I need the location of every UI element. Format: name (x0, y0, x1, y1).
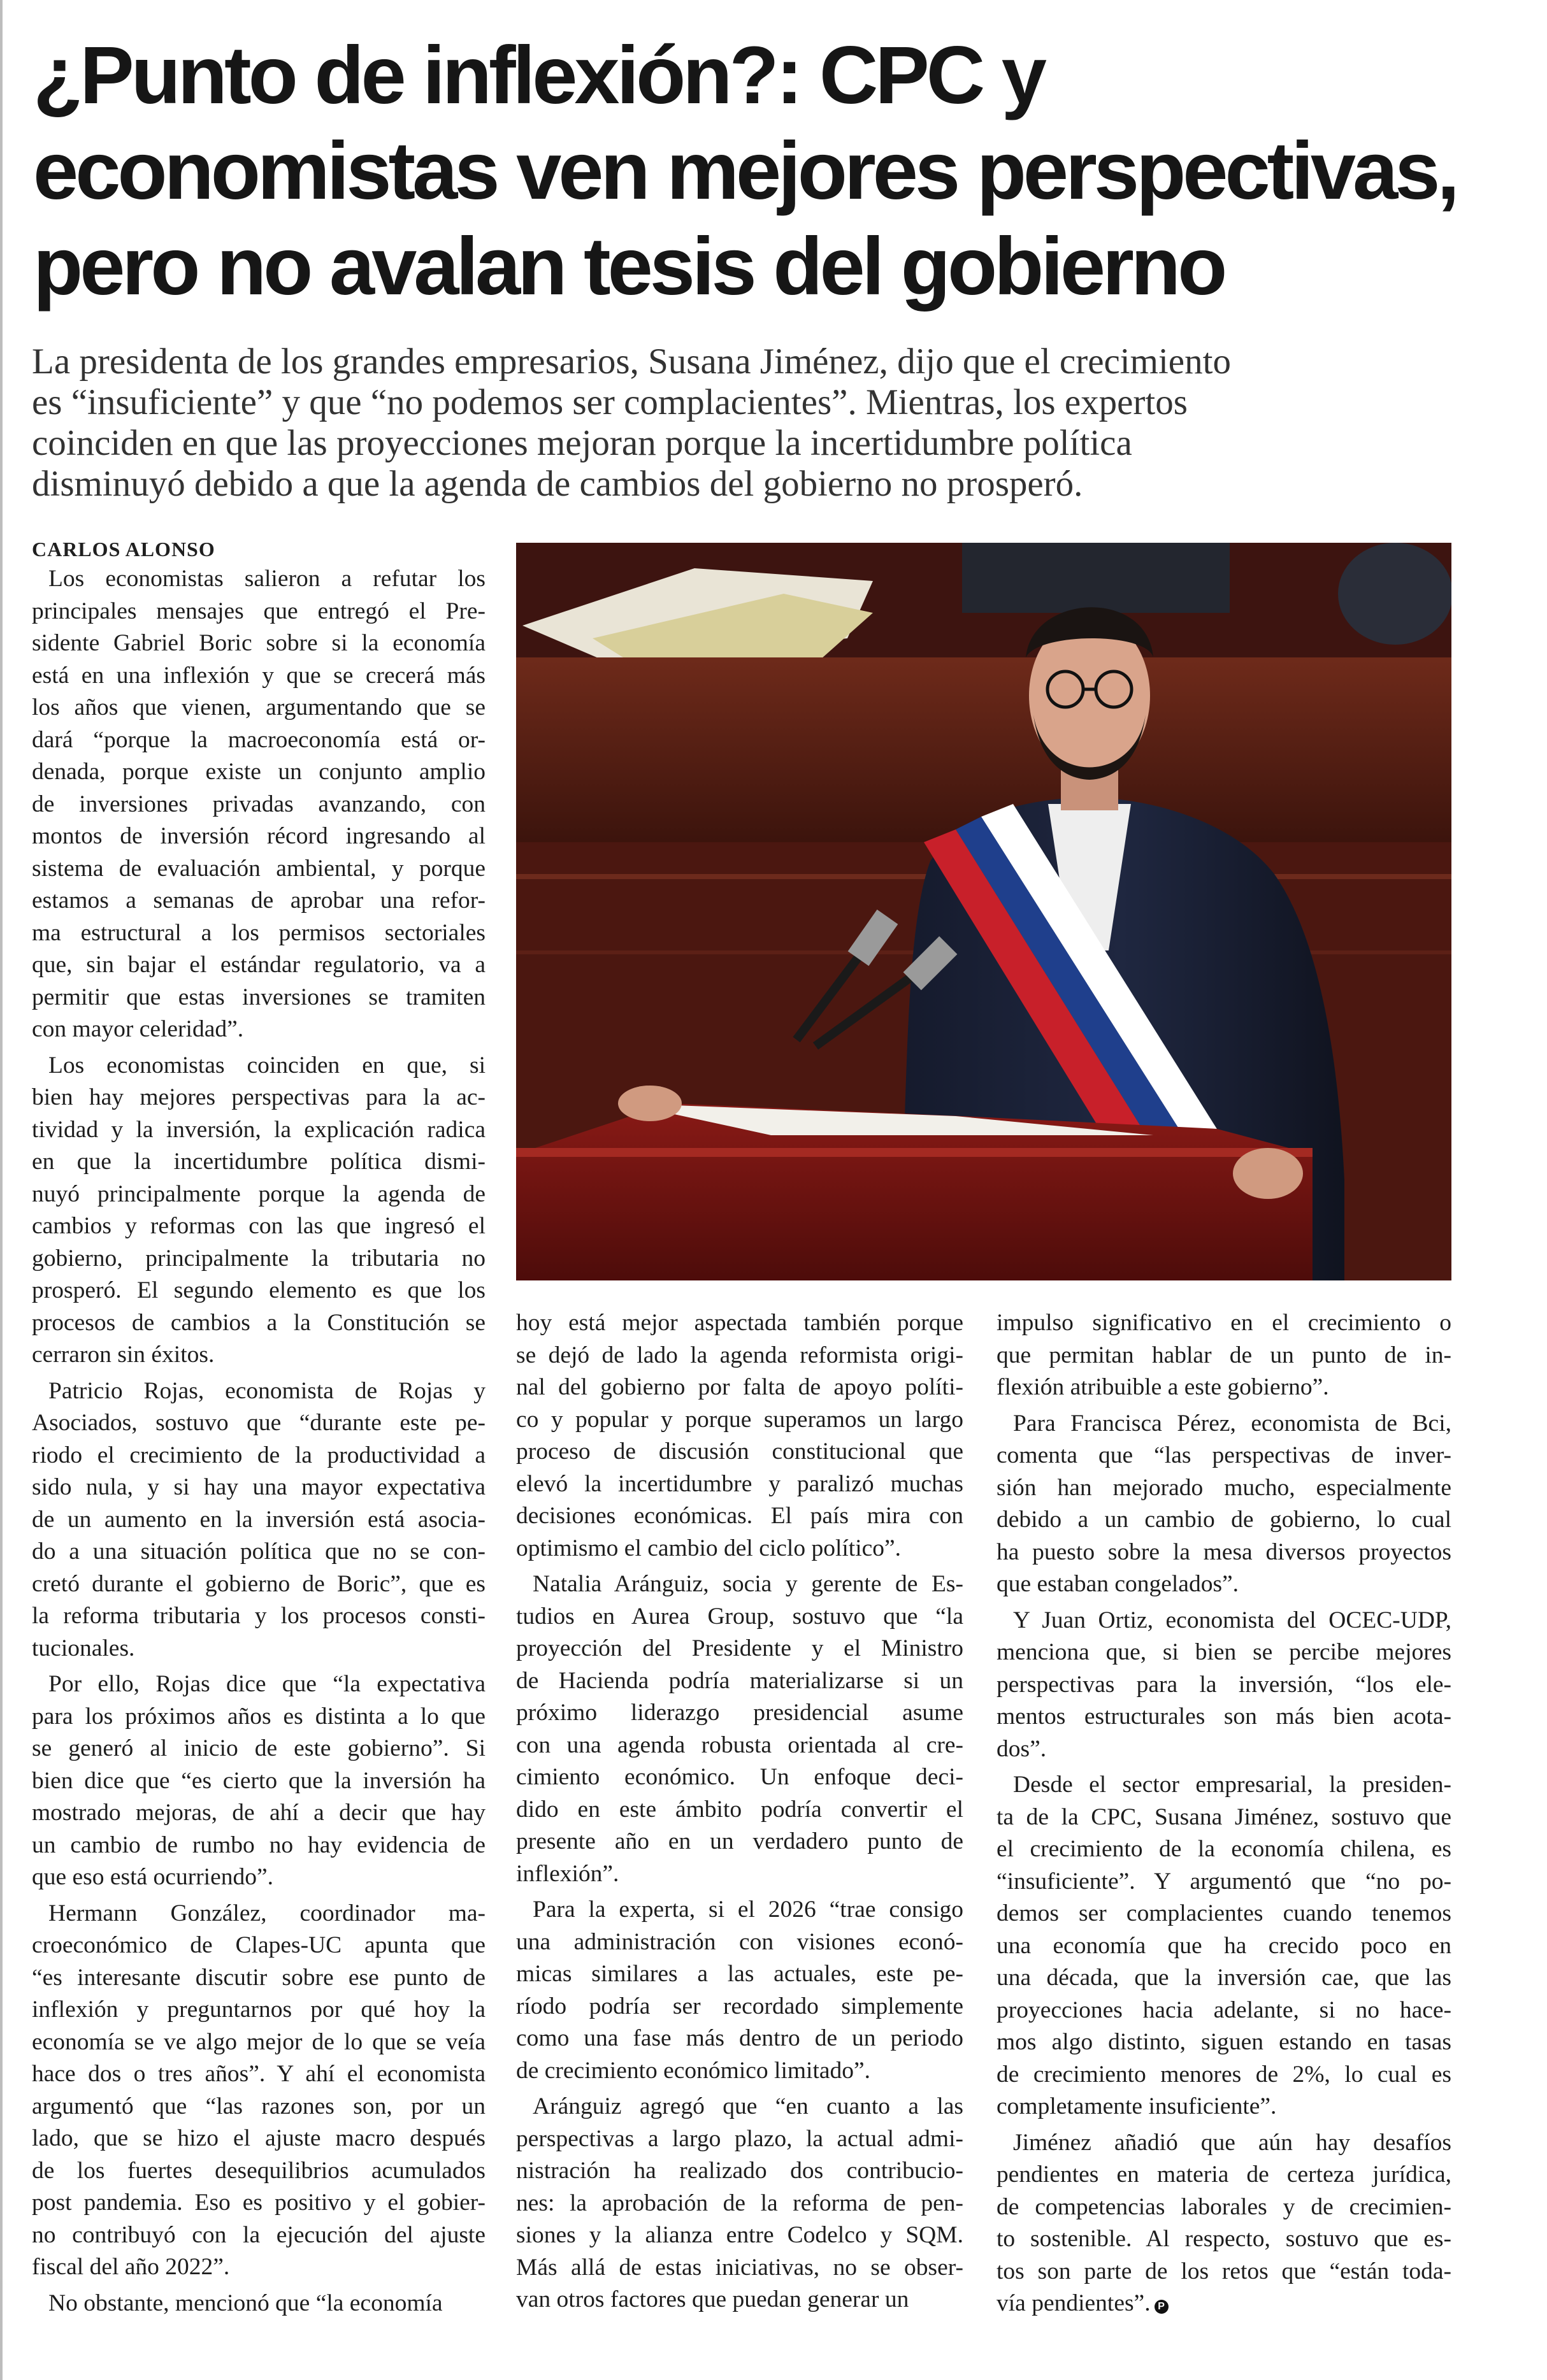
body-line: debido a un cambio de gobierno, lo cual (997, 1507, 1451, 1533)
body-line: tos son parte de los retos que “están toda- (997, 2258, 1451, 2284)
body-line: flexión atribuible a este gobierno”. (997, 1374, 1329, 1400)
body-line: lado, que se hizo el ajuste macro después (32, 2125, 486, 2151)
body-line: cretó durante el gobierno de Boric”, que es (32, 1570, 486, 1597)
body-line: montos de inversión récord ingresando al (32, 823, 486, 849)
body-line: Los economistas salieron a refutar los (48, 566, 486, 592)
body-line: de crecimiento económico limitado”. (516, 2057, 871, 2084)
body-line: perspectivas para la inversión, “los ele- (997, 1671, 1451, 1698)
body-line: con una agenda robusta orientada al cre- (516, 1731, 963, 1758)
body-line: no contribuyó con la ejecución del ajuste (32, 2221, 486, 2248)
body-line: croeconómico de Clapes-UC apunta que (32, 1932, 486, 1958)
body-line: sido nula, y si hay una mayor expectativa (32, 1474, 486, 1500)
body-line: Los economistas coinciden en que, si (48, 1052, 486, 1079)
body-line: economía se ve algo mejor de lo que se veía (32, 2028, 486, 2055)
body-line: estamos a semanas de aprobar una refor- (32, 887, 486, 914)
body-line: que eso está ocurriendo”. (32, 1864, 274, 1890)
text-column-1 (32, 563, 486, 2319)
body-line: Aránguiz agregó que “en cuanto a las (533, 2093, 963, 2119)
photo-illustration (516, 543, 1451, 1280)
body-line: proyecciones hacia adelante, si no hace- (997, 1996, 1451, 2023)
body-line: de crecimiento menores de 2%, lo cual es (997, 2061, 1451, 2088)
deck-summary (32, 341, 1497, 505)
body-line: para los próximos años es distinta a lo que (32, 1703, 486, 1730)
body-line: Para Francisca Pérez, economista de Bci, (1013, 1410, 1451, 1437)
body-line: está en una inflexión y que se crecerá más (32, 662, 486, 689)
body-line: de inversiones privadas avanzando, con (32, 791, 486, 817)
body-line: bien hay mejores perspectivas para la ac- (32, 1084, 486, 1110)
body-line: menciona que, si bien se percibe mejores (997, 1639, 1451, 1665)
body-line: bien dice que “es cierto que la inversión ha (32, 1767, 486, 1794)
byline: CARLOS ALONSO (32, 538, 215, 561)
body-line: Para la experta, si el 2026 “trae consigo (533, 1896, 963, 1923)
text-column-3 (997, 1307, 1451, 2320)
body-line: Natalia Aránguiz, socia y gerente de Es- (533, 1571, 963, 1597)
body-line: como una fase más dentro de un periodo (516, 2025, 963, 2051)
body-line: riodo el crecimiento de la productividad a (32, 1442, 486, 1468)
headline-line: economistas ven mejores perspectivas, (33, 125, 1457, 217)
body-line: de los fuertes desequilibrios acumulados (32, 2157, 486, 2184)
body-line: post pandemia. Eso es positivo y el gobier- (32, 2190, 486, 2216)
body-line: vía pendientes”. (997, 2290, 1151, 2316)
body-line: con mayor celeridad”. (32, 1016, 244, 1042)
body-line: mos algo distinto, siguen estando en tasas (997, 2029, 1451, 2055)
body-line: dido en este ámbito podría convertir el (516, 1796, 963, 1823)
page-edge-rule (0, 0, 3, 2380)
body-line: una década, que la inversión cae, que las (997, 1965, 1451, 1991)
headline-line: ¿Punto de inflexión?: CPC y (33, 30, 1044, 121)
body-line: argumentó que “las razones son, por un (32, 2093, 486, 2119)
body-line: de Hacienda podría materializarse si un (516, 1667, 963, 1694)
body-line: mostrado mejoras, de ahí a decir que hay (32, 1800, 486, 1826)
body-line: completamente insuficiente”. (997, 2093, 1277, 2119)
body-line: los años que vienen, argumentando que se (32, 694, 486, 720)
body-line: ta de la CPC, Susana Jiménez, sostuvo que (997, 1803, 1451, 1830)
body-line: Y Juan Ortiz, economista del OCEC-UDP, (1013, 1607, 1451, 1633)
body-line: el crecimiento de la economía chilena, es (997, 1836, 1451, 1862)
body-line: Jiménez añadió que aún hay desafíos (1013, 2129, 1451, 2156)
body-line: to sostenible. Al respecto, sostuvo que es- (997, 2226, 1451, 2252)
text-column-2 (516, 1307, 963, 2316)
body-line: nuyó principalmente porque la agenda de (32, 1180, 486, 1207)
body-line: tudios en Aurea Group, sostuvo que “la (516, 1603, 963, 1630)
body-line: demos ser complacientes cuando tenemos (997, 1900, 1451, 1926)
body-line: se dejó de lado la agenda reformista origi- (516, 1342, 963, 1368)
body-line: siones y la alianza entre Codelco y SQM. (516, 2222, 963, 2248)
body-line: nes: la aprobación de la reforma de pen- (516, 2190, 963, 2216)
deck-line: La presidenta de los grandes empresarios, Susana Jiménez, dijo que el crecimiento (32, 341, 1231, 382)
body-line: Más allá de estas iniciativas, no se obser- (516, 2254, 963, 2281)
body-line: que, sin bajar el estándar regulatorio, va a (32, 952, 486, 978)
body-line: hoy está mejor aspectada también porque (516, 1310, 963, 1336)
body-line: dará “porque la macroeconomía está or- (32, 726, 486, 753)
body-line: que estaban congelados”. (997, 1571, 1239, 1597)
body-line: Hermann González, coordinador ma- (48, 1900, 486, 1926)
body-line: denada, porque existe un conjunto amplio (32, 759, 486, 785)
body-line: mentos estructurales son más bien acota- (997, 1703, 1451, 1730)
body-line: inflexión”. (516, 1860, 619, 1887)
body-line: do a una situación política que no se con- (32, 1538, 486, 1565)
body-line: una economía que ha crecido poco en (997, 1932, 1451, 1959)
body-line: co y popular y porque superamos un largo (516, 1406, 963, 1433)
body-line: la reforma tributaria y los procesos consti- (32, 1603, 486, 1629)
body-line: sidente Gabriel Boric sobre si la economía (32, 630, 486, 656)
body-line: optimismo el cambio del ciclo político”. (516, 1535, 902, 1561)
body-line: Asociados, sostuvo que “durante este pe- (32, 1410, 486, 1436)
body-line: impulso significativo en el crecimiento o (997, 1310, 1451, 1336)
body-line: decisiones económicas. El país mira con (516, 1503, 963, 1529)
body-line: proyección del Presidente y el Ministro (516, 1635, 963, 1661)
deck-line: coinciden en que las proyecciones mejoran porque la incertidumbre política (32, 423, 1132, 463)
body-line: se generó al inicio de este gobierno”. Si (32, 1735, 486, 1761)
body-line: tividad y la inversión, la explicación radica (32, 1116, 486, 1143)
body-line: cimiento económico. Un enfoque deci- (516, 1764, 963, 1790)
body-line: dos”. (997, 1735, 1047, 1762)
deck-line: disminuyó debido a que la agenda de cambios del gobierno no prosperó. (32, 464, 1083, 504)
body-line: prosperó. El segundo elemento es que los (32, 1277, 486, 1303)
body-line: pendientes en materia de certeza jurídica, (997, 2161, 1451, 2188)
body-line: ha puesto sobre la mesa diversos proyectos (997, 1538, 1451, 1565)
body-line: “insuficiente”. Y argumentó que “no po- (997, 1868, 1451, 1895)
body-line: de competencias laborales y de crecimien- (997, 2193, 1451, 2220)
body-line: proceso de discusión constitucional que (516, 1438, 963, 1465)
body-line: ríodo podría ser recordado simplemente (516, 1993, 963, 2019)
body-line: fiscal del año 2022”. (32, 2254, 230, 2280)
body-line: presente año en un verdadero punto de (516, 1828, 963, 1854)
body-line: No obstante, mencionó que “la economía (48, 2290, 443, 2316)
body-line: elevó la incertidumbre y paralizó muchas (516, 1470, 963, 1497)
headline-line: pero no avalan tesis del gobierno (33, 221, 1225, 312)
body-line: tucionales. (32, 1635, 135, 1661)
deck-line: es “insuficiente” y que “no podemos ser complacientes”. Mientras, los expertos (32, 382, 1188, 422)
body-line: gobierno, principalmente la tributaria no (32, 1245, 486, 1272)
body-line: una administración con visiones econó- (516, 1928, 963, 1955)
body-line: cambios y reformas con las que ingresó el (32, 1213, 486, 1239)
body-line: hace dos o tres años”. Y ahí el economista (32, 2061, 486, 2087)
body-line: principales mensajes que entregó el Pre- (32, 598, 486, 624)
body-line: cerraron sin éxitos. (32, 1342, 215, 1368)
body-line: “es interesante discutir sobre ese punto de (32, 1964, 486, 1991)
body-line: van otros factores que puedan generar un (516, 2286, 909, 2312)
end-of-article-icon: P (1155, 2300, 1169, 2314)
body-line: sistema de evaluación ambiental, y porque (32, 855, 486, 882)
body-line: Desde el sector empresarial, la presiden- (1013, 1772, 1451, 1798)
body-line: Por ello, Rojas dice que “la expectativa (48, 1671, 486, 1697)
body-line: nistración ha realizado dos contribucio- (516, 2158, 963, 2184)
body-line: comenta que “las perspectivas de inver- (997, 1442, 1451, 1468)
body-line: permitir que estas inversiones se tramiten (32, 984, 486, 1010)
body-line: inflexión y preguntarnos por qué hoy la (32, 1996, 486, 2023)
body-line: micas similares a las actuales, este pe- (516, 1961, 963, 1987)
body-line: próximo liderazgo presidencial asume (516, 1700, 963, 1726)
body-line: nal del gobierno por falta de apoyo políti- (516, 1374, 963, 1400)
body-line: ma estructural a los permisos sectoriales (32, 919, 486, 946)
body-line: sión han mejorado mucho, especialmente (997, 1474, 1451, 1501)
body-line: Patricio Rojas, economista de Rojas y (48, 1377, 486, 1404)
president-speaking-at-podium-photo (516, 543, 1451, 1280)
body-line: que permitan hablar de un punto de in- (997, 1342, 1451, 1368)
body-line: perspectivas a largo plazo, la actual admi- (516, 2125, 963, 2152)
body-line: en que la incertidumbre política dismi- (32, 1149, 486, 1175)
body-line: de un aumento en la inversión está asocia- (32, 1506, 486, 1533)
headline (33, 28, 1518, 315)
body-line: un cambio de rumbo no hay evidencia de (32, 1832, 486, 1858)
body-line: procesos de cambios a la Constitución se (32, 1309, 486, 1336)
